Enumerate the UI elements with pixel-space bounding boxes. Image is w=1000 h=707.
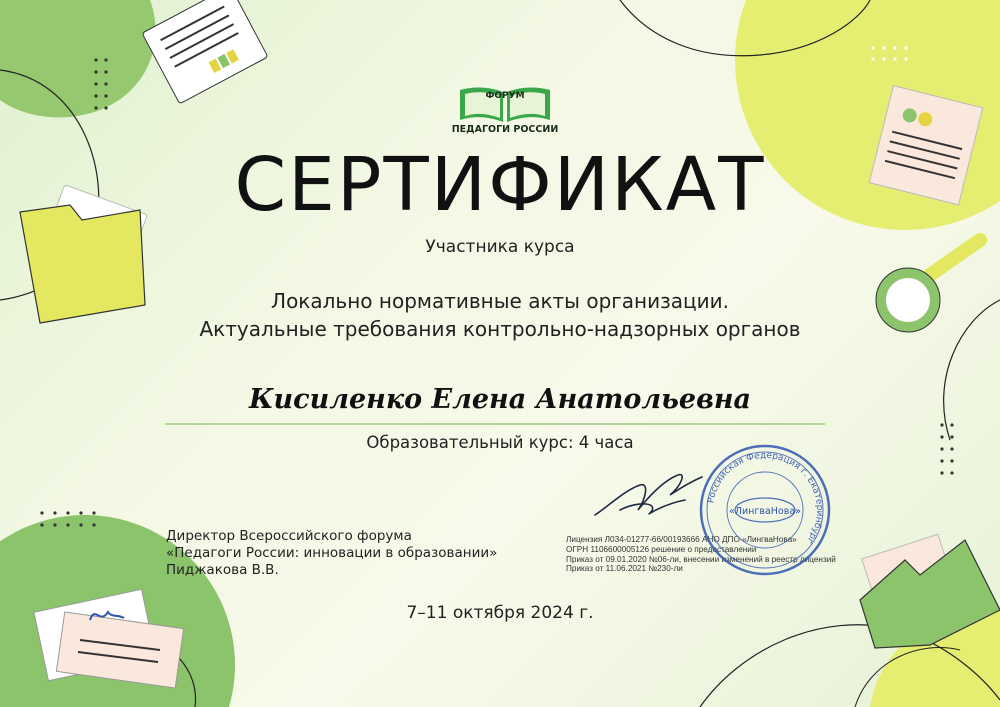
license-line-4: Приказ от 11.06.2021 №230-ли: [566, 564, 683, 574]
director-title: Директор Всероссийского форума: [166, 528, 412, 544]
certificate-subtitle: Участника курса: [425, 237, 575, 257]
stamp-ring-text: Российская Федерация г. Екатеринбург: [706, 450, 825, 546]
forum-logo: [451, 80, 559, 140]
logo-word-forum: ФОРУМ: [485, 91, 525, 101]
signature-image: [590, 455, 710, 530]
course-dates: 7–11 октября 2024 г.: [406, 603, 594, 623]
director-organization: «Педагоги России: инновации в образовании»: [166, 545, 498, 561]
license-line-3: Приказ от 09.01.2020 №06-ли, внесении изменений в реестр лицензий: [566, 554, 836, 564]
course-title-line-1: Локально нормативные акты организации.: [271, 289, 729, 313]
green-blob-top-left: [0, 0, 156, 117]
course-title: [0, 287, 1000, 343]
course-hours: Образовательный курс: 4 часа: [366, 433, 634, 452]
director-block: [166, 528, 497, 579]
license-line-1: Лицензия Л034-01277-66/00193666 АНО ДПО «ЛингваНова»: [566, 535, 797, 544]
certificate-title: СЕРТИФИКАТ: [234, 142, 766, 228]
organization-stamp: [695, 440, 835, 580]
logo-word-pedagogi: ПЕДАГОГИ РОССИИ: [451, 124, 559, 135]
license-line-2: ОГРН 1106600005126 решение о предоставлении: [566, 544, 757, 554]
stamp-center-text: «ЛингваНова»: [729, 506, 801, 517]
course-title-line-2: Актуальные требования контрольно-надзорных органов: [199, 317, 801, 341]
director-name: Пиджакова В.В.: [166, 562, 279, 578]
participant-name: Кисиленко Елена Анатольевна: [248, 384, 752, 415]
document-illustration-top-left: [142, 0, 268, 104]
